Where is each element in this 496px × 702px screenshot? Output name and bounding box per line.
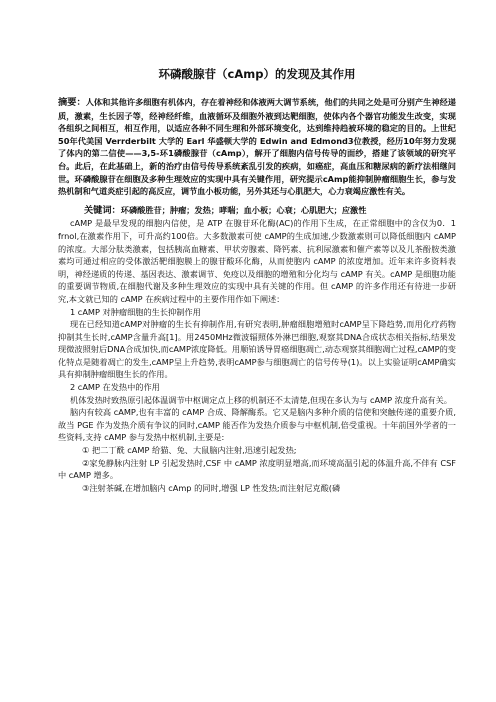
body-paragraph: 机体发热时致热原引起体温调节中枢调定点上移的机制还不太清楚,但现在多认为与 cAMP 浓度升高有关。 [70, 394, 452, 405]
keywords [58, 204, 456, 218]
abstract-text: 人体和其他许多细胞有机体内，存在着神经和体液两大调节系统，他们的共同之处是可分别产生神经递质，激素，生长因子等，经神经纤维，血液循环及细胞外液到达靶细胞，使体内各个器官功能发生改变，实现各组织之间相互，相互作用，以适应各种不同生理和外部环境变化，达到维持趋被环境的稳定的目的。上世纪50年代美国 Verrderbilt 大学的 Earl 华盛顿大学的 Edwin and Edmond3位教授，经历10年努力发现了体内的第二信使——3,5-环1磷酸腺苷（cAmp），解开了细胞内信号传导的面纱，搭建了该领域的研究平台。此后，在此基础上，新的治疗由信号传导系统紊乱引发的疾病，如癌症，高血压和糖尿病的新疗法相继问世。环磷酸腺苷在细胞及多种生理效应的实现中具有关键作用，研究提示cAmp能抑制肿瘤细胞生长，参与发热机制和气道炎症引起的高反应，调节血小板功能，另外其还与心肌肥大，心力衰竭应激性有关。 [58, 97, 456, 197]
section-heading: 2 cAMP 在发热中的作用 [70, 382, 160, 393]
body-paragraph: 脑内有较高 cAMP,也有丰富的 cAMP 合成、降解酶系。它又是脑内多种介质的信使和突触传递的重要介质,故当 PGE 作为发热介质有争议的同时,cAMP 能否作为发热介质参与中枢机制,倍受重视。十年前国外学者的一些资料,支持 cAMP 参与发热中枢机制,主要是: [58, 407, 456, 443]
keywords-text: 环磷酸胜苷；肿瘤；发热；哮喘；血小板；心衰；心肌肥大；应激性 [120, 204, 367, 215]
body-paragraph: ②家兔静脉内注射 LP 引起发热时,CSF 中 cAMP 浓度明显增高,而环境高温引起的体温升高,不伴有 CSF 中 cAMP 增多。 [58, 457, 456, 481]
body-paragraph: cAMP 是最早发现的细胞内信使，是 ATP 在腺苷环化酶(AC)的作用下生成，在正常细胞中的含仅为0．1 frnol,在激素作用下，可升高约100倍。大多数激素可使 cAMP的生成加速,少数激素则可以降低细胞内 cAMP的浓度。大部分肽类激素，包括胰高血糖素、甲状旁腺素、降钙素、抗利尿激素和催产素等以及儿茶酚胺类激素均可通过相应的受体激活靶细胞膜上的腺苷酸环化酶，从而使胞内 cAMP 的浓度增加。近年来许多资料表明，神经递质的传递、基因表达、激素调节、免疫以及细胞的增殖和分化均与 cAMP 有关。cAMP 是细胞功能的重要调节物质,在细胞代谢及多种生理效应的实现中具有关键的作用。但 cAMP 的许多作用还有待进一步研究,本文就已知的 cAMP 在疾病过程中的主要作用作如下阐述： [58, 218, 456, 304]
document-body [58, 217, 456, 494]
document-title: 环磷酸腺苷（cAmp）的发现及其作用 [158, 67, 356, 81]
abstract-label: 摘要： [58, 97, 86, 108]
body-paragraph: ③注射茶碱,在增加脑内 cAmp 的同时,增强 LP 性发热;而注射尼克酸(磷 [82, 482, 341, 493]
body-paragraph: 现在已经知道cAMP对肿瘤的生长有抑制作用,有研究表明,肿瘤细胞增殖时cAMP呈下降趋势,而用化疗药物抑制其生长时,cAMP含量升高[1]。用2450MHz微波辐照体外淋巴细胞,观察其DNA合成状态相关指标,结果发现微波照射后DNA合成加快,而cAMP浓度降低。用顺铂诱导胃癌细胞凋亡,动态观察其细胞凋亡过程,cAMP的变化特点是随着凋亡的发生,cAMP呈上升趋势,表明cAMP参与细胞凋亡的信号传导(1)。以上实验证明cAMP确实具有抑制肿瘤细胞生长的作用。 [58, 319, 456, 380]
keywords-label: 关键词： [84, 204, 121, 216]
body-paragraph: ① 把二丁酰 cAMP 给猫、兔、大鼠脑内注射,迅速引起发热; [82, 445, 297, 456]
abstract [58, 96, 456, 198]
section-heading: 1 cAMP 对肿瘤细胞的生长抑制作用 [70, 306, 201, 317]
